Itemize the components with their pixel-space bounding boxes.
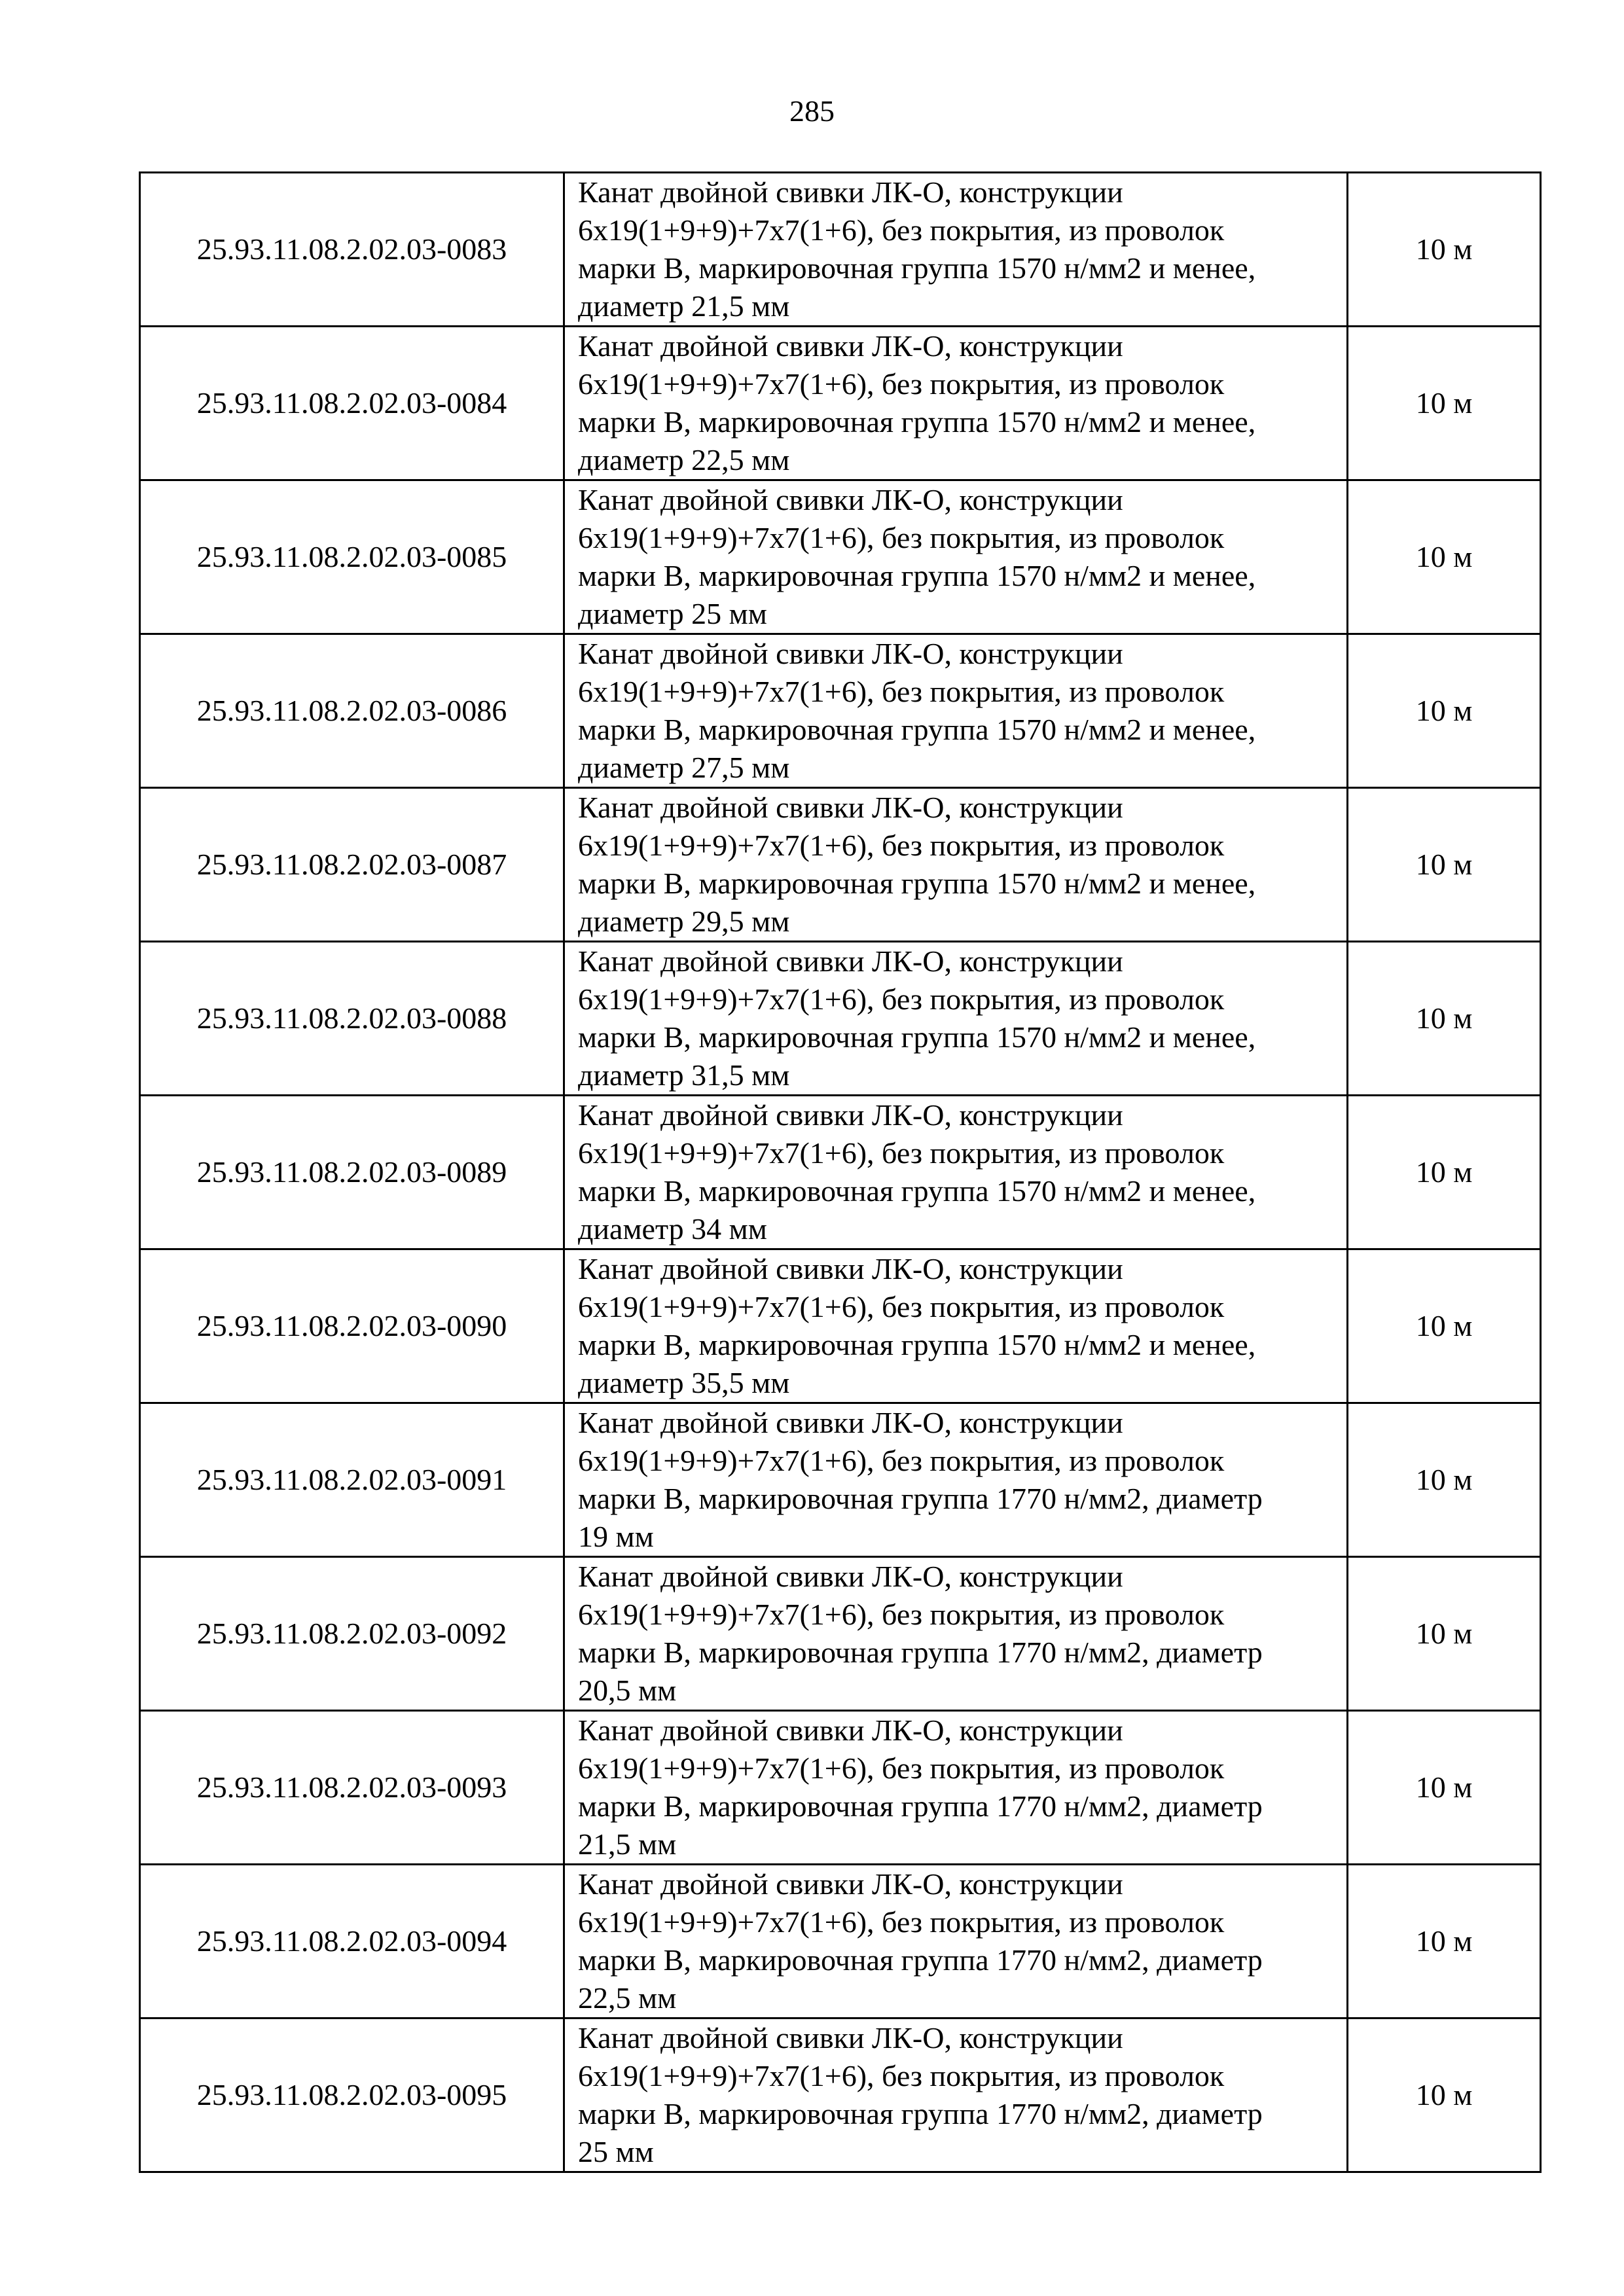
description-line: марки В, маркировочная группа 1770 н/мм2, диаметр [578,1636,1263,1669]
table-row [140,942,1541,1096]
resource-code-cell: 25.93.11.08.2.02.03-0085 [140,480,564,634]
description-line: 19 мм [578,1520,654,1553]
description-line: 21,5 мм [578,1827,677,1861]
resource-code-cell: 25.93.11.08.2.02.03-0083 [140,173,564,327]
resource-description-cell [564,173,1348,327]
description-line: Канат двойной свивки ЛК-О, конструкции [578,329,1123,363]
description-line: Канат двойной свивки ЛК-О, конструкции [578,791,1123,824]
resource-description-cell [564,1249,1348,1403]
description-line: Канат двойной свивки ЛК-О, конструкции [578,1560,1123,1593]
description-line: 6х19(1+9+9)+7х7(1+6), без покрытия, из проволок [578,675,1225,708]
resource-code-cell: 25.93.11.08.2.02.03-0093 [140,1711,564,1865]
description-line: диаметр 34 мм [578,1212,767,1246]
description-line: марки В, маркировочная группа 1570 н/мм2 и менее, [578,1020,1256,1054]
description-line: Канат двойной свивки ЛК-О, конструкции [578,2021,1123,2054]
unit-cell: 10 м [1348,480,1541,634]
description-line: 25 мм [578,2135,654,2168]
unit-cell: 10 м [1348,2018,1541,2172]
page-number: 285 [789,94,835,128]
description-line: 6х19(1+9+9)+7х7(1+6), без покрытия, из проволок [578,367,1225,401]
description-line: марки В, маркировочная группа 1770 н/мм2, диаметр [578,1789,1263,1823]
description-line: 6х19(1+9+9)+7х7(1+6), без покрытия, из проволок [578,213,1225,247]
description-line: марки В, маркировочная группа 1570 н/мм2 и менее, [578,713,1256,746]
description-line: диаметр 31,5 мм [578,1058,790,1092]
resource-code-cell: 25.93.11.08.2.02.03-0095 [140,2018,564,2172]
description-line: 6х19(1+9+9)+7х7(1+6), без покрытия, из проволок [578,1444,1225,1477]
table-row [140,173,1541,327]
table-row [140,1249,1541,1403]
resource-description-cell [564,327,1348,480]
resource-code-cell: 25.93.11.08.2.02.03-0087 [140,788,564,942]
resource-description-cell [564,1403,1348,1557]
table-row [140,1865,1541,2018]
description-line: марки В, маркировочная группа 1570 н/мм2 и менее, [578,867,1256,900]
description-line: Канат двойной свивки ЛК-О, конструкции [578,1098,1123,1132]
resource-table-body [140,173,1541,2172]
description-line: марки В, маркировочная группа 1570 н/мм2 и менее, [578,1174,1256,1208]
description-line: диаметр 29,5 мм [578,905,790,938]
resource-code-cell: 25.93.11.08.2.02.03-0092 [140,1557,564,1711]
resource-description-cell [564,480,1348,634]
table-row [140,1711,1541,1865]
description-line: 6х19(1+9+9)+7х7(1+6), без покрытия, из проволок [578,2059,1225,2092]
description-line: Канат двойной свивки ЛК-О, конструкции [578,483,1123,516]
description-line: Канат двойной свивки ЛК-О, конструкции [578,1713,1123,1747]
description-line: 22,5 мм [578,1981,677,2015]
unit-cell: 10 м [1348,1557,1541,1711]
resource-code-cell: 25.93.11.08.2.02.03-0091 [140,1403,564,1557]
description-line: 6х19(1+9+9)+7х7(1+6), без покрытия, из проволок [578,1598,1225,1631]
description-line: 6х19(1+9+9)+7х7(1+6), без покрытия, из проволок [578,1751,1225,1785]
table-row [140,2018,1541,2172]
description-line: 6х19(1+9+9)+7х7(1+6), без покрытия, из проволок [578,829,1225,862]
description-line: 6х19(1+9+9)+7х7(1+6), без покрытия, из проволок [578,1905,1225,1939]
resource-description-cell [564,2018,1348,2172]
description-line: марки В, маркировочная группа 1770 н/мм2, диаметр [578,2097,1263,2130]
resource-code-cell: 25.93.11.08.2.02.03-0084 [140,327,564,480]
table-row [140,788,1541,942]
description-line: марки В, маркировочная группа 1770 н/мм2, диаметр [578,1943,1263,1977]
resource-code-cell: 25.93.11.08.2.02.03-0088 [140,942,564,1096]
description-line: 6х19(1+9+9)+7х7(1+6), без покрытия, из проволок [578,521,1225,554]
description-line: марки В, маркировочная группа 1570 н/мм2 и менее, [578,405,1256,439]
description-line: марки В, маркировочная группа 1570 н/мм2 и менее, [578,251,1256,285]
resource-description-cell [564,1557,1348,1711]
unit-cell: 10 м [1348,942,1541,1096]
description-line: марки В, маркировочная группа 1570 н/мм2 и менее, [578,559,1256,592]
description-line: Канат двойной свивки ЛК-О, конструкции [578,1867,1123,1901]
unit-cell: 10 м [1348,1249,1541,1403]
resource-description-cell [564,1865,1348,2018]
description-line: 20,5 мм [578,1674,677,1707]
table-row [140,480,1541,634]
resource-code-cell: 25.93.11.08.2.02.03-0090 [140,1249,564,1403]
unit-cell: 10 м [1348,788,1541,942]
unit-cell: 10 м [1348,327,1541,480]
resource-description-cell [564,788,1348,942]
description-line: Канат двойной свивки ЛК-О, конструкции [578,637,1123,670]
resource-code-cell: 25.93.11.08.2.02.03-0086 [140,634,564,788]
resource-code-cell: 25.93.11.08.2.02.03-0094 [140,1865,564,2018]
description-line: диаметр 27,5 мм [578,751,790,784]
description-line: 6х19(1+9+9)+7х7(1+6), без покрытия, из проволок [578,1136,1225,1170]
table-row [140,1557,1541,1711]
resource-description-cell [564,942,1348,1096]
description-line: диаметр 35,5 мм [578,1366,790,1399]
description-line: Канат двойной свивки ЛК-О, конструкции [578,175,1123,209]
unit-cell: 10 м [1348,1865,1541,2018]
table-row [140,634,1541,788]
description-line: марки В, маркировочная группа 1770 н/мм2, диаметр [578,1482,1263,1515]
unit-cell: 10 м [1348,1711,1541,1865]
description-line: марки В, маркировочная группа 1570 н/мм2 и менее, [578,1328,1256,1361]
description-line: диаметр 21,5 мм [578,289,790,323]
description-line: 6х19(1+9+9)+7х7(1+6), без покрытия, из проволок [578,982,1225,1016]
description-line: 6х19(1+9+9)+7х7(1+6), без покрытия, из проволок [578,1290,1225,1323]
description-line: диаметр 25 мм [578,597,767,630]
table-row [140,1403,1541,1557]
table-row [140,1096,1541,1249]
resource-description-cell [564,1096,1348,1249]
description-line: Канат двойной свивки ЛК-О, конструкции [578,944,1123,978]
description-line: Канат двойной свивки ЛК-О, конструкции [578,1252,1123,1285]
resource-description-cell [564,634,1348,788]
unit-cell: 10 м [1348,1403,1541,1557]
unit-cell: 10 м [1348,634,1541,788]
unit-cell: 10 м [1348,1096,1541,1249]
resource-description-cell [564,1711,1348,1865]
unit-cell: 10 м [1348,173,1541,327]
resource-code-cell: 25.93.11.08.2.02.03-0089 [140,1096,564,1249]
resource-table [139,171,1542,2173]
description-line: Канат двойной свивки ЛК-О, конструкции [578,1406,1123,1439]
table-row [140,327,1541,480]
description-line: диаметр 22,5 мм [578,443,790,476]
